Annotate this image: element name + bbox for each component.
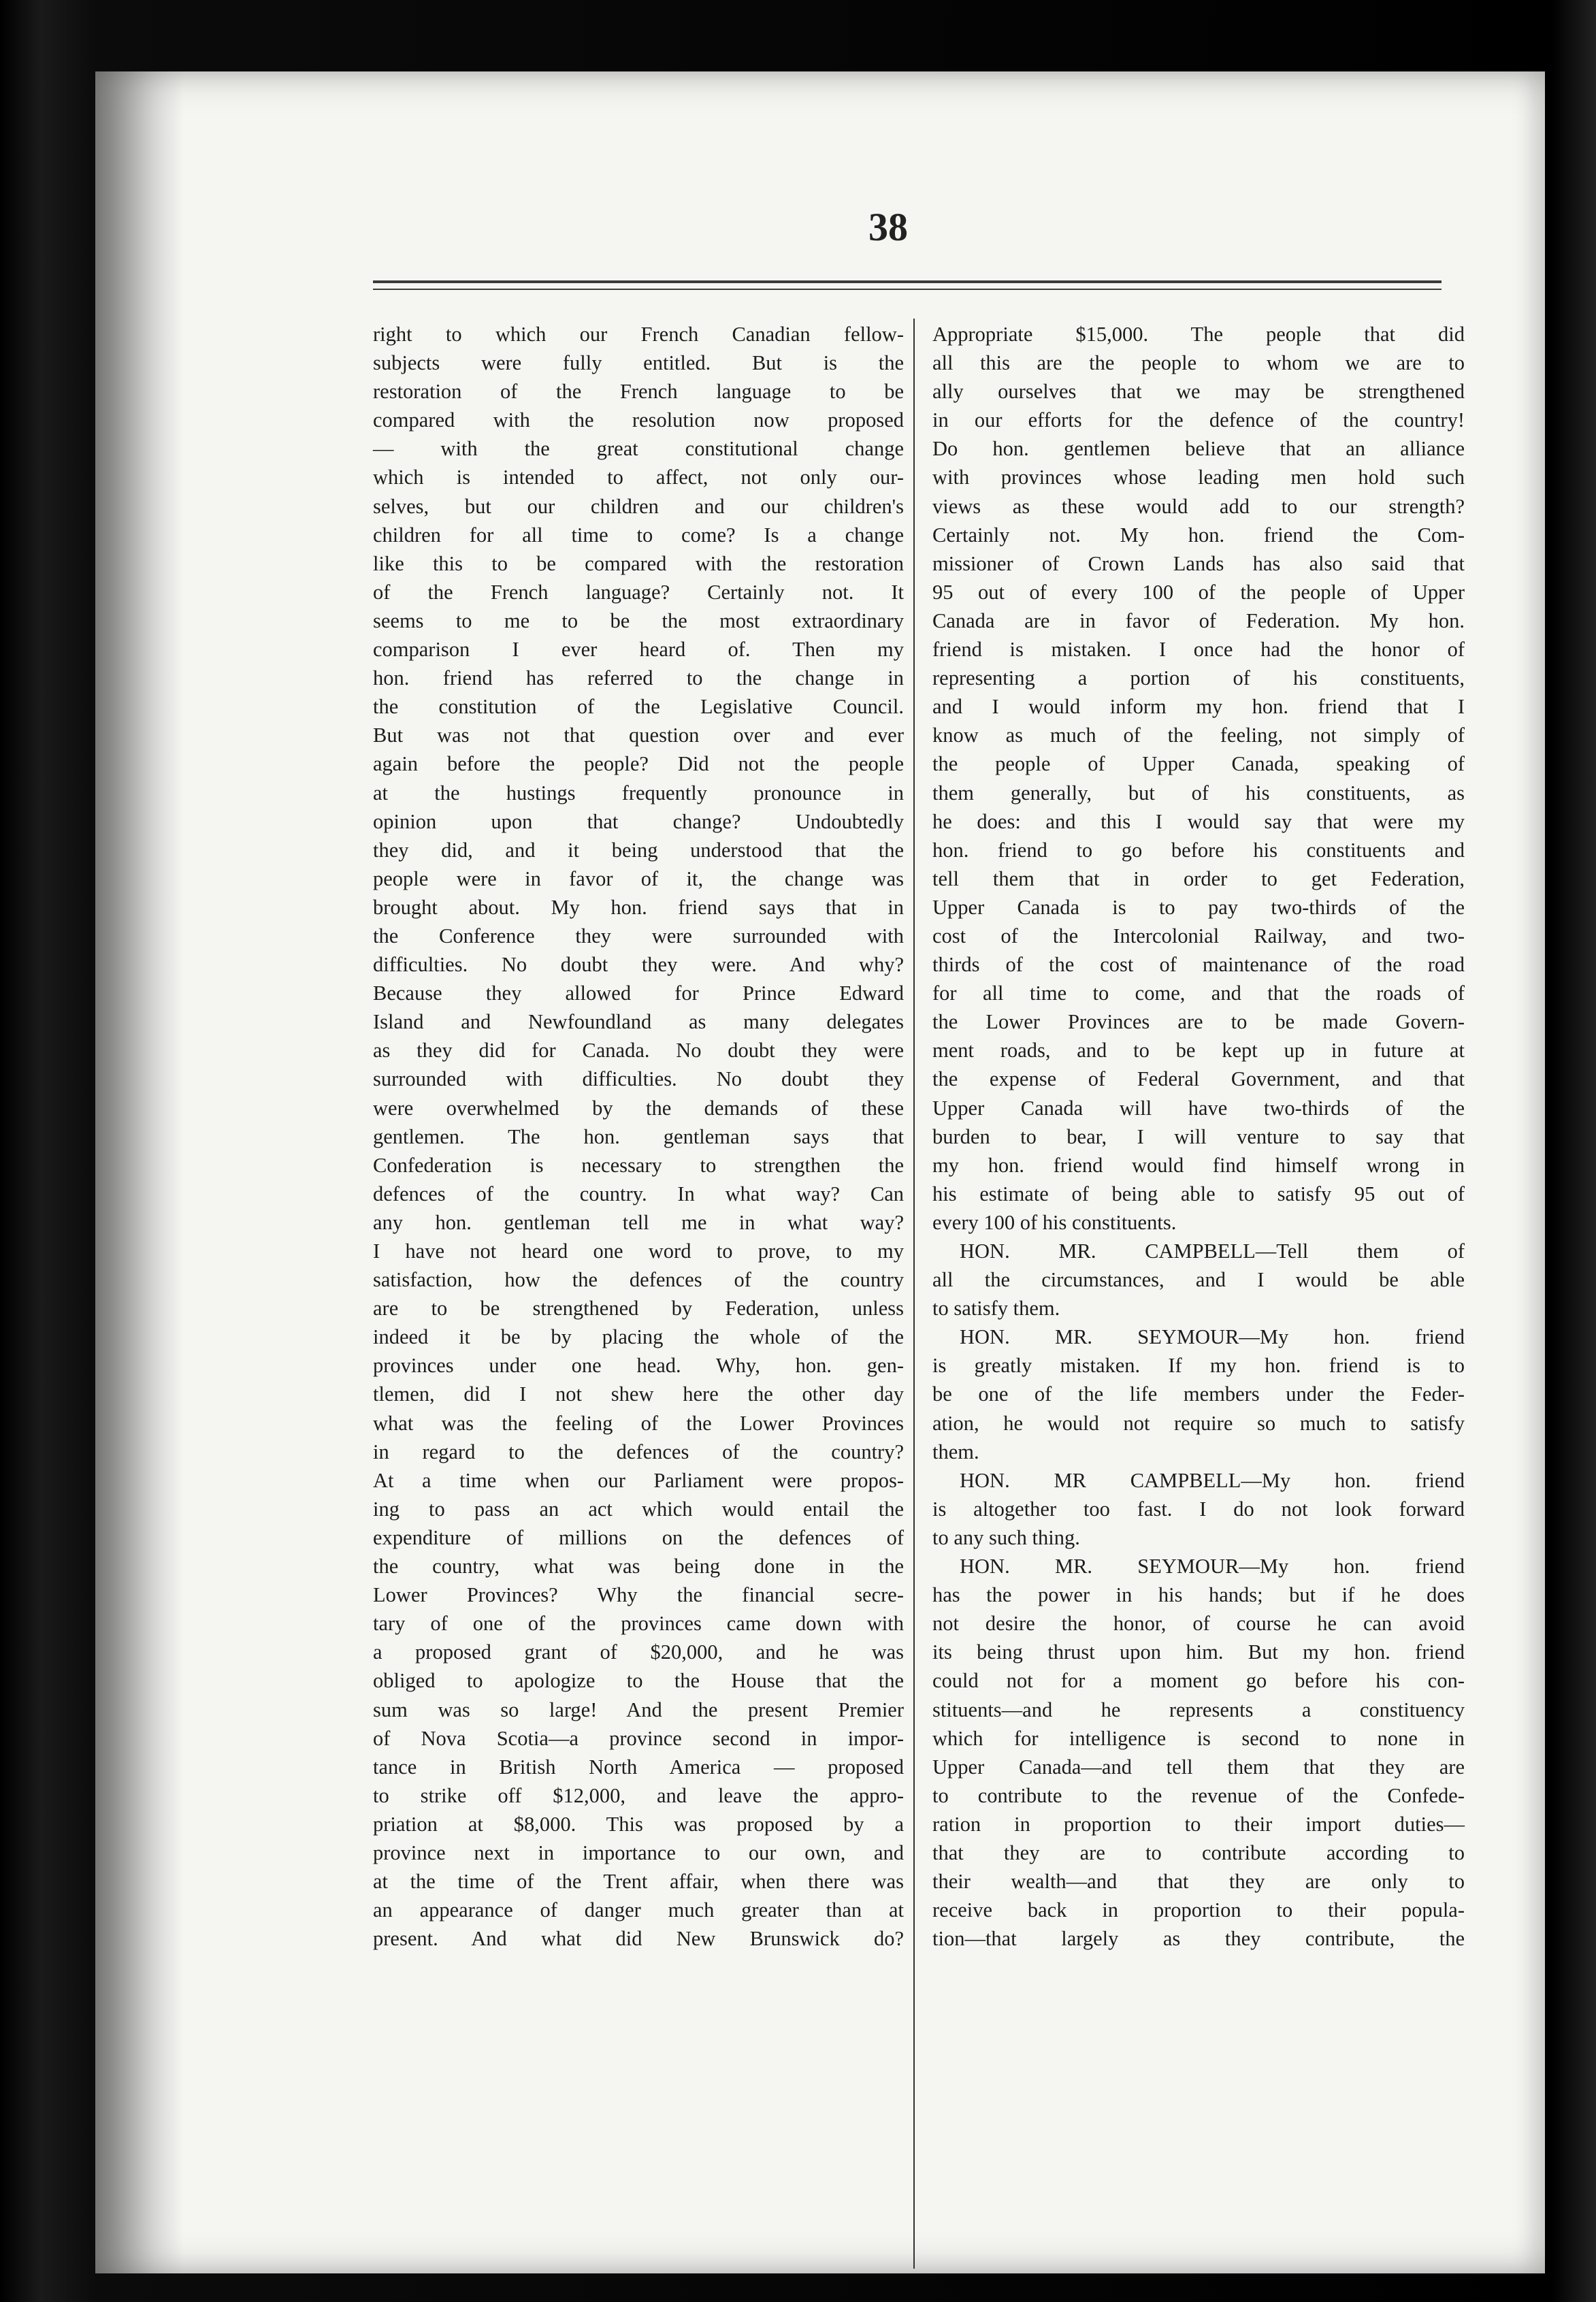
text-line: Canada are in favor of Federation. My hon.	[932, 609, 1465, 632]
page-binding-shadow	[95, 71, 184, 2273]
text-line: which for intelligence is second to none in	[932, 1726, 1465, 1750]
text-line: they did, and it being understood that the	[373, 838, 904, 862]
text-line: tion—that largely as they contribute, the	[932, 1927, 1465, 1951]
text-line: to contribute to the revenue of the Confede-	[932, 1783, 1465, 1807]
text-line: stituents—and he represents a constituency	[932, 1698, 1465, 1721]
text-line: could not for a moment go before his con-	[932, 1669, 1465, 1693]
text-line: indeed it be by placing the whole of the	[373, 1325, 904, 1349]
text-line: burden to bear, I will venture to say that	[932, 1124, 1465, 1148]
text-line: again before the people? Did not the people	[373, 752, 904, 776]
text-line: tell them that in order to get Federation,	[932, 866, 1465, 890]
text-line: at the hustings frequently pronounce in	[373, 781, 904, 805]
column-divider	[913, 319, 915, 2269]
text-line: tary of one of the provinces came down with	[373, 1612, 904, 1636]
header-rule-top	[373, 280, 1442, 283]
text-line: subjects were fully entitled. But is the	[373, 351, 904, 375]
text-line: its being thrust upon him. But my hon. friend	[932, 1640, 1465, 1664]
text-line: is greatly mistaken. If my hon. friend is to	[932, 1354, 1465, 1378]
text-line: expenditure of millions on the defences of	[373, 1525, 904, 1549]
text-line: Do hon. gentlemen believe that an alliance	[932, 437, 1465, 461]
text-line: seems to me to be the most extraordinary	[373, 609, 904, 632]
text-line: Island and Newfoundland as many delegates	[373, 1010, 904, 1034]
text-line: hon. friend has referred to the change in	[373, 666, 904, 690]
text-line: Certainly not. My hon. friend the Com-	[932, 523, 1465, 547]
text-line: which is intended to affect, not only our-	[373, 466, 904, 489]
text-line: in our efforts for the defence of the country!	[932, 408, 1465, 432]
text-line: Because they allowed for Prince Edward	[373, 982, 904, 1005]
text-line: satisfaction, how the defences of the country	[373, 1268, 904, 1292]
text-line: any hon. gentleman tell me in what way?	[373, 1210, 904, 1234]
text-line: the Conference they were surrounded with	[373, 924, 904, 947]
text-line: for all time to come, and that the roads of	[932, 982, 1465, 1005]
text-line: thirds of the cost of maintenance of the road	[932, 953, 1465, 977]
text-line: brought about. My hon. friend says that in	[373, 895, 904, 919]
text-line: them generally, but of his constituents, as	[932, 781, 1465, 805]
text-line: representing a portion of his constituents,	[932, 666, 1465, 690]
text-line: all this are the people to whom we are to	[932, 351, 1465, 375]
left-column-text	[373, 320, 904, 1953]
text-line: his estimate of being able to satisfy 95 out of	[932, 1182, 1465, 1205]
text-line: right to which our French Canadian fellow-	[373, 323, 904, 346]
text-line: the expense of Federal Government, and that	[932, 1067, 1465, 1091]
text-line: are to be strengthened by Federation, unless	[373, 1297, 904, 1320]
text-line: defences of the country. In what way? Can	[373, 1182, 904, 1205]
text-line: gentlemen. The hon. gentleman says that	[373, 1124, 904, 1148]
text-line: like this to be compared with the restoration	[373, 551, 904, 575]
text-line: is altogether too fast. I do not look forward	[932, 1497, 1465, 1521]
text-line: — with the great constitutional change	[373, 437, 904, 461]
text-line: Upper Canada is to pay two-thirds of the	[932, 895, 1465, 919]
text-line: ing to pass an act which would entail the	[373, 1497, 904, 1521]
text-line: Lower Provinces? Why the financial secre-	[373, 1583, 904, 1607]
text-line: them.	[932, 1440, 979, 1463]
text-line: in regard to the defences of the country?	[373, 1440, 904, 1463]
text-line: people were in favor of it, the change was	[373, 866, 904, 890]
text-line: know as much of the feeling, not simply of	[932, 724, 1465, 747]
text-line: Confederation is necessary to strengthen the	[373, 1153, 904, 1177]
text-line: the constitution of the Legislative Council.	[373, 695, 904, 719]
text-line: comparison I ever heard of. Then my	[373, 638, 904, 662]
text-line: HON. MR CAMPBELL—My hon. friend	[960, 1468, 1465, 1492]
header-rule-bottom	[373, 289, 1442, 290]
text-line: tance in British North America — proposed	[373, 1755, 904, 1779]
text-line: of Nova Scotia—a province second in impor-	[373, 1726, 904, 1750]
left-text-column	[373, 320, 904, 1953]
text-line: difficulties. No doubt they were. And why?	[373, 953, 904, 977]
text-line: not desire the honor, of course he can avoid	[932, 1612, 1465, 1636]
text-line: receive back in proportion to their popula-	[932, 1898, 1465, 1922]
text-line: to any such thing.	[932, 1525, 1080, 1549]
text-line: what was the feeling of the Lower Provinces	[373, 1411, 904, 1435]
text-line: the people of Upper Canada, speaking of	[932, 752, 1465, 776]
text-line: an appearance of danger much greater than at	[373, 1898, 904, 1922]
text-line: ment roads, and to be kept up in future at	[932, 1039, 1465, 1063]
text-line: their wealth—and that they are only to	[932, 1870, 1465, 1894]
page-number: 38	[868, 205, 908, 249]
text-line: HON. MR. CAMPBELL—Tell them of	[960, 1239, 1465, 1263]
text-line: ration in proportion to their import duties—	[932, 1812, 1465, 1836]
text-line: compared with the resolution now proposed	[373, 408, 904, 432]
text-line: every 100 of his constituents.	[932, 1210, 1177, 1234]
text-line: and I would inform my hon. friend that I	[932, 695, 1465, 719]
text-line: priation at $8,000. This was proposed by a	[373, 1812, 904, 1836]
text-line: province next in importance to our own, and	[373, 1841, 904, 1864]
text-line: a proposed grant of $20,000, and he was	[373, 1640, 904, 1664]
text-line: provinces under one head. Why, hon. gen-	[373, 1354, 904, 1378]
text-line: has the power in his hands; but if he does	[932, 1583, 1465, 1607]
text-line: the country, what was being done in the	[373, 1555, 904, 1578]
text-line: HON. MR. SEYMOUR—My hon. friend	[960, 1555, 1465, 1578]
text-line: be one of the life members under the Feder-	[932, 1382, 1465, 1406]
text-line: with provinces whose leading men hold such	[932, 466, 1465, 489]
text-line: to strike off $12,000, and leave the appro-	[373, 1783, 904, 1807]
text-line: selves, but our children and our children's	[373, 494, 904, 518]
text-line: cost of the Intercolonial Railway, and two-	[932, 924, 1465, 947]
text-line: the Lower Provinces are to be made Govern-	[932, 1010, 1465, 1034]
text-line: I have not heard one word to prove, to my	[373, 1239, 904, 1263]
text-line: At a time when our Parliament were propos-	[373, 1468, 904, 1492]
text-line: obliged to apologize to the House that the	[373, 1669, 904, 1693]
text-line: to satisfy them.	[932, 1297, 1060, 1320]
text-line: children for all time to come? Is a change	[373, 523, 904, 547]
text-line: as they did for Canada. No doubt they were	[373, 1039, 904, 1063]
text-line: surrounded with difficulties. No doubt they	[373, 1067, 904, 1091]
text-line: ally ourselves that we may be strengthened	[932, 380, 1465, 404]
text-line: views as these would add to our strength?	[932, 494, 1465, 518]
text-line: of the French language? Certainly not. It	[373, 580, 904, 604]
text-line: friend is mistaken. I once had the honor of	[932, 638, 1465, 662]
text-line: tlemen, did I not shew here the other day	[373, 1382, 904, 1406]
text-line: present. And what did New Brunswick do?	[373, 1927, 904, 1951]
text-line: that they are to contribute according to	[932, 1841, 1465, 1864]
text-line: Appropriate $15,000. The people that did	[932, 323, 1465, 346]
text-line: 95 out of every 100 of the people of Upper	[932, 580, 1465, 604]
text-line: my hon. friend would find himself wrong in	[932, 1153, 1465, 1177]
text-line: missioner of Crown Lands has also said that	[932, 551, 1465, 575]
text-line: Upper Canada will have two-thirds of the	[932, 1096, 1465, 1120]
right-column-text	[932, 320, 1465, 1953]
right-text-column	[932, 320, 1465, 1953]
text-line: he does: and this I would say that were my	[932, 809, 1465, 833]
text-line: hon. friend to go before his constituents and	[932, 838, 1465, 862]
text-line: at the time of the Trent affair, when there was	[373, 1870, 904, 1894]
text-line: opinion upon that change? Undoubtedly	[373, 809, 904, 833]
text-line: ation, he would not require so much to satisfy	[932, 1411, 1465, 1435]
text-line: sum was so large! And the present Premier	[373, 1698, 904, 1721]
text-line: were overwhelmed by the demands of these	[373, 1096, 904, 1120]
text-line: all the circumstances, and I would be able	[932, 1268, 1465, 1292]
text-line: HON. MR. SEYMOUR—My hon. friend	[960, 1325, 1465, 1349]
text-line: Upper Canada—and tell them that they are	[932, 1755, 1465, 1779]
text-line: But was not that question over and ever	[373, 724, 904, 747]
text-line: restoration of the French language to be	[373, 380, 904, 404]
